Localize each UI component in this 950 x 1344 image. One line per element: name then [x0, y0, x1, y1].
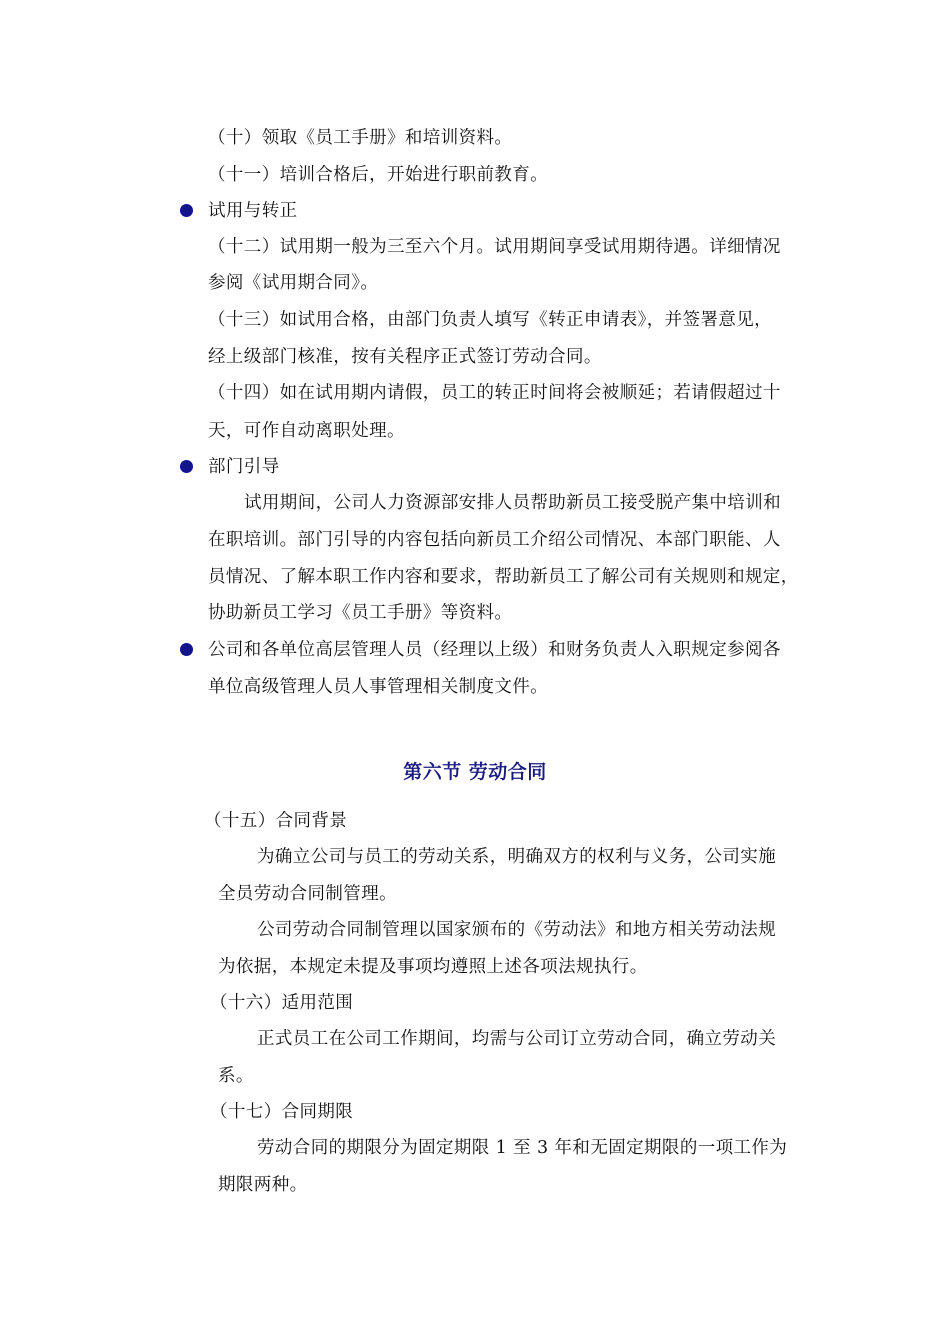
item-14-line-1: （十四）如在试用期内请假，员工的转正时间将会被顺延；若请假超过十 [208, 383, 781, 403]
item-13-line-1: （十三）如试用合格，由部门负责人填写《转正申请表》，并签署意见， [208, 310, 773, 330]
guidance-line-4: 协助新员工学习《员工手册》等资料。 [208, 603, 513, 623]
item-15-title: （十五）合同背景 [204, 811, 348, 831]
bullet-icon [180, 460, 193, 473]
section-heading: 第六节 劳动合同 [403, 761, 547, 783]
senior-line-2: 单位高级管理人员人事管理相关制度文件。 [208, 677, 549, 697]
guidance-line-1: 试用期间，公司人力资源部安排人员帮助新员工接受脱产集中培训和 [244, 493, 781, 513]
bullet-icon [180, 204, 193, 217]
item-15-p2-line-1: 公司劳动合同制管理以国家颁布的《劳动法》和地方相关劳动法规 [257, 920, 777, 940]
item-11: （十一）培训合格后，开始进行职前教育。 [208, 165, 549, 185]
bullet-icon [180, 643, 193, 656]
guidance-title: 部门引导 [208, 457, 280, 477]
item-17-line-2: 期限两种。 [218, 1175, 308, 1195]
item-14-line-2: 天，可作自动离职处理。 [208, 421, 405, 441]
guidance-line-3: 员情况、了解本职工作内容和要求，帮助新员工了解公司有关规则和规定， [208, 567, 799, 587]
item-10: （十）领取《员工手册》和培训资料。 [208, 128, 513, 148]
item-16-title: （十六）适用范围 [210, 993, 354, 1013]
item-16-line-2: 系。 [218, 1066, 254, 1086]
item-15-p2-line-2: 为依据，本规定未提及事项均遵照上述各项法规执行。 [218, 957, 648, 977]
item-17-title: （十七）合同期限 [210, 1102, 354, 1122]
item-15-p1-line-2: 全员劳动合同制管理。 [218, 884, 397, 904]
item-12-line-2: 参阅《试用期合同》。 [208, 273, 379, 293]
item-12-line-1: （十二）试用期一般为三至六个月。试用期间享受试用期待遇。详细情况 [208, 237, 781, 257]
senior-line-1: 公司和各单位高层管理人员（经理以上级）和财务负责人入职规定参阅各 [208, 640, 781, 660]
probation-title: 试用与转正 [208, 201, 298, 221]
item-17-line-1: 劳动合同的期限分为固定期限 1 至 3 年和无固定期限的一项工作为 [257, 1138, 788, 1158]
item-13-line-2: 经上级部门核准，按有关程序正式签订劳动合同。 [208, 347, 602, 367]
guidance-line-2: 在职培训。部门引导的内容包括向新员工介绍公司情况、本部门职能、人 [208, 530, 781, 550]
item-15-p1-line-1: 为确立公司与员工的劳动关系，明确双方的权利与义务，公司实施 [257, 847, 777, 867]
item-16-line-1: 正式员工在公司工作期间，均需与公司订立劳动合同，确立劳动关 [257, 1029, 777, 1049]
